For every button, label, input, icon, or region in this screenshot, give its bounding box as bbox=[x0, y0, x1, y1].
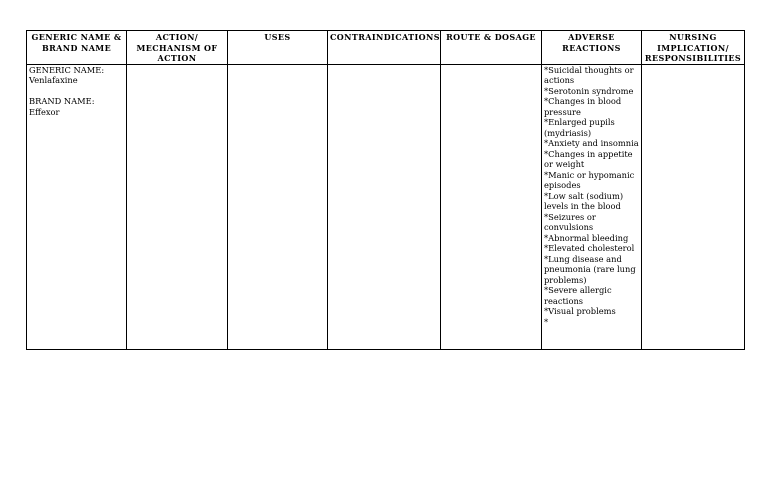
list-item: *Lung disease and pneumonia (rare lung problems) bbox=[544, 253, 636, 285]
list-item: *Elevated cholesterol bbox=[544, 243, 635, 253]
column-header-contraindications: CONTRAINDICATIONS bbox=[328, 31, 441, 65]
list-item: *Suicidal thoughts or actions bbox=[544, 64, 634, 85]
spacer bbox=[29, 86, 124, 97]
list-item: *Enlarged pupils (mydriasis) bbox=[544, 117, 615, 138]
list-item: *Changes in appetite or weight bbox=[544, 148, 633, 169]
table-row bbox=[27, 64, 745, 349]
cell-generic-brand-name bbox=[27, 64, 127, 349]
cell-nursing-implications bbox=[642, 64, 745, 349]
column-header-action-mechanism: ACTION/ MECHANISM OF ACTION bbox=[127, 31, 228, 65]
generic-name-value: Venlafaxine bbox=[29, 75, 78, 85]
brand-name-label: BRAND NAME: bbox=[29, 96, 95, 106]
list-item: *Serotonin syndrome bbox=[544, 85, 634, 96]
list-item: *Visual problems bbox=[544, 306, 616, 316]
adverse-reactions-list bbox=[544, 65, 639, 328]
list-item: *Changes in blood pressure bbox=[544, 96, 622, 117]
column-header-adverse-reactions: ADVERSE REACTIONS bbox=[542, 31, 642, 65]
column-header-uses: USES bbox=[228, 31, 328, 65]
drug-study-table bbox=[26, 30, 745, 350]
column-header-nursing-implications: NURSING IMPLICATION/ RESPONSIBILITIES bbox=[642, 31, 745, 65]
cell-action-mechanism bbox=[127, 64, 228, 349]
list-item: * bbox=[544, 316, 549, 327]
list-item: *Manic or hypomanic episodes bbox=[544, 169, 635, 190]
list-item: *Low salt (sodium) levels in the blood bbox=[544, 190, 624, 211]
cell-route-dosage bbox=[441, 64, 542, 349]
brand-name-value: Effexor bbox=[29, 106, 60, 117]
cell-contraindications bbox=[328, 64, 441, 349]
cell-uses bbox=[228, 64, 328, 349]
generic-name-label: GENERIC NAME: bbox=[29, 64, 105, 75]
list-item: *Abnormal bleeding bbox=[544, 232, 629, 243]
list-item: *Severe allergic reactions bbox=[544, 285, 612, 306]
column-header-route-dosage: ROUTE & DOSAGE bbox=[441, 31, 542, 65]
cell-adverse-reactions bbox=[542, 64, 642, 349]
header-row bbox=[27, 31, 745, 65]
column-header-generic-brand-name: GENERIC NAME & BRAND NAME bbox=[27, 31, 127, 65]
list-item: *Anxiety and insomnia bbox=[544, 138, 639, 148]
list-item: *Seizures or convulsions bbox=[544, 211, 596, 232]
